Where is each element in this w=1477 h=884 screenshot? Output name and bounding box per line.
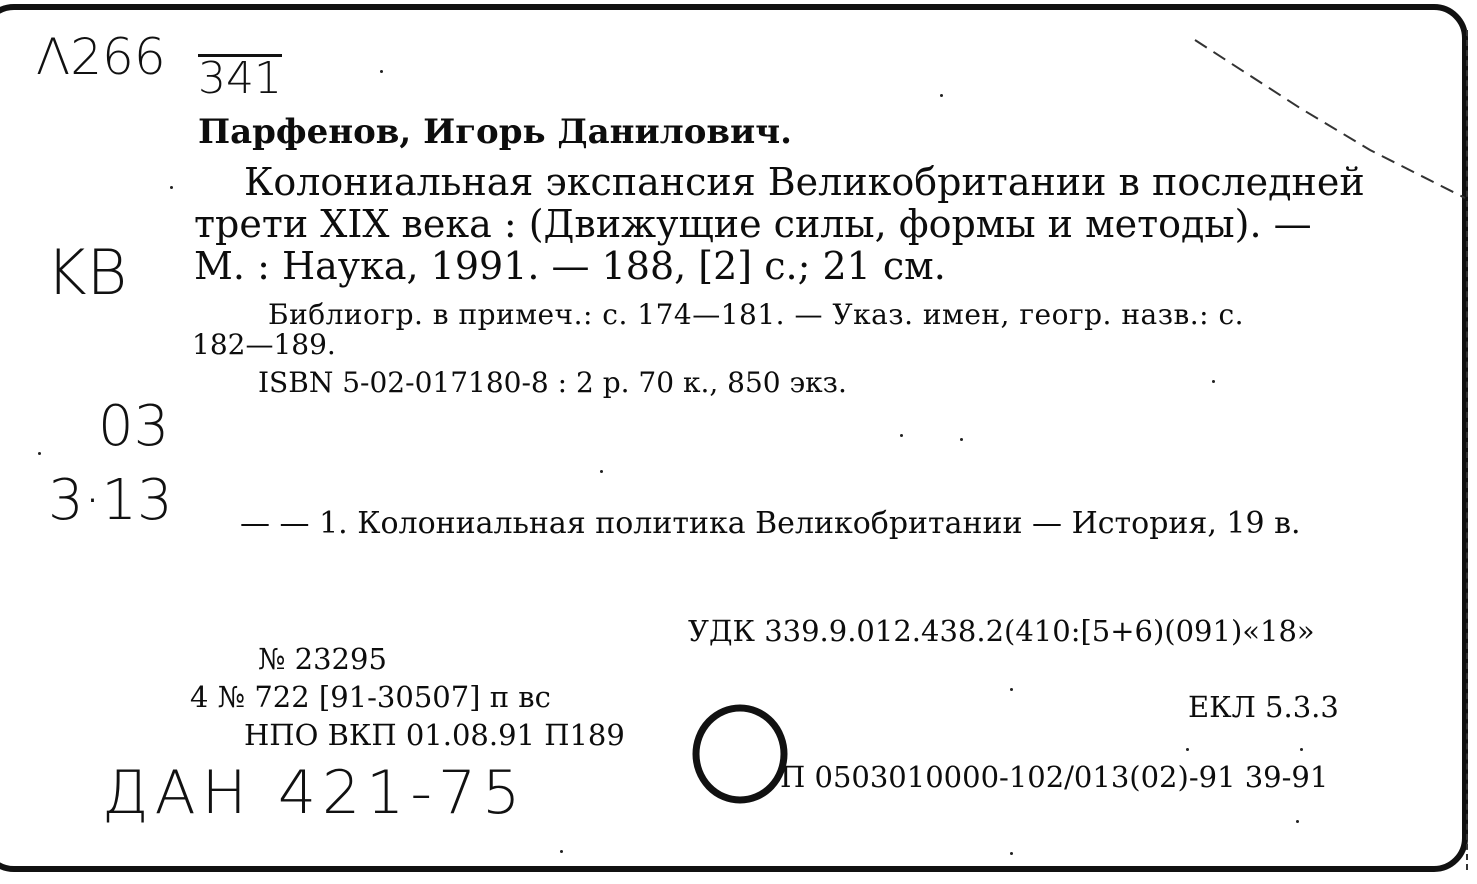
speck bbox=[560, 850, 563, 853]
title-line-3: М. : Наука, 1991. — 188, [2] с.; 21 см. bbox=[194, 244, 946, 288]
title-line-2: трети XIX века : (Движущие силы, формы и методы). — bbox=[194, 202, 1312, 246]
handwritten-mark-kv: KB bbox=[46, 236, 128, 309]
speck bbox=[900, 434, 903, 437]
speck bbox=[960, 438, 963, 441]
corner-stroke bbox=[1195, 40, 1465, 198]
speck bbox=[1296, 820, 1299, 823]
speck bbox=[380, 70, 383, 73]
speck bbox=[1186, 748, 1189, 751]
notes-line-1: Библиогр. в примеч.: с. 174—181. — Указ. имен, геогр. назв.: с. bbox=[268, 298, 1245, 331]
speck bbox=[1010, 688, 1013, 691]
speck bbox=[1300, 748, 1303, 751]
speck bbox=[170, 186, 173, 189]
udk-classification: УДК 339.9.012.438.2(410:[5+6)(091)«18» bbox=[688, 614, 1315, 648]
notes-line-2: 182—189. bbox=[192, 328, 336, 361]
speck bbox=[1212, 380, 1215, 383]
speck bbox=[940, 94, 943, 97]
handwritten-top-number: Λ266 bbox=[36, 28, 166, 86]
circle-mark bbox=[696, 708, 784, 800]
speck bbox=[38, 452, 41, 455]
subject-heading: — — 1. Колониальная политика Великобритании — История, 19 в. bbox=[240, 506, 1301, 541]
speck bbox=[1010, 852, 1013, 855]
ekl-classification: ЕКЛ 5.3.3 bbox=[1188, 690, 1339, 724]
handwritten-mark-03: 03 bbox=[98, 394, 170, 459]
title-line-1: Колониальная экспансия Великобритании в последней bbox=[244, 160, 1365, 204]
handwritten-mark-313: 3·13 bbox=[48, 468, 173, 533]
author-heading: Парфенов, Игорь Данилович. bbox=[198, 112, 792, 152]
handwritten-bottom-code: ДАН 421-75 bbox=[102, 758, 527, 828]
handwritten-top-fraction: 341 bbox=[198, 53, 282, 104]
npo-line: НПО ВКП 01.08.91 П189 bbox=[244, 718, 625, 752]
speck bbox=[600, 470, 603, 473]
isbn-line: ISBN 5-02-017180-8 : 2 р. 70 к., 850 экз. bbox=[258, 366, 847, 399]
card-number: № 23295 bbox=[258, 642, 387, 676]
order-line: 4 № 722 [91-30507] п вс bbox=[190, 680, 551, 714]
publication-code: П 0503010000-102/013(02)-91 39-91 bbox=[780, 760, 1329, 794]
